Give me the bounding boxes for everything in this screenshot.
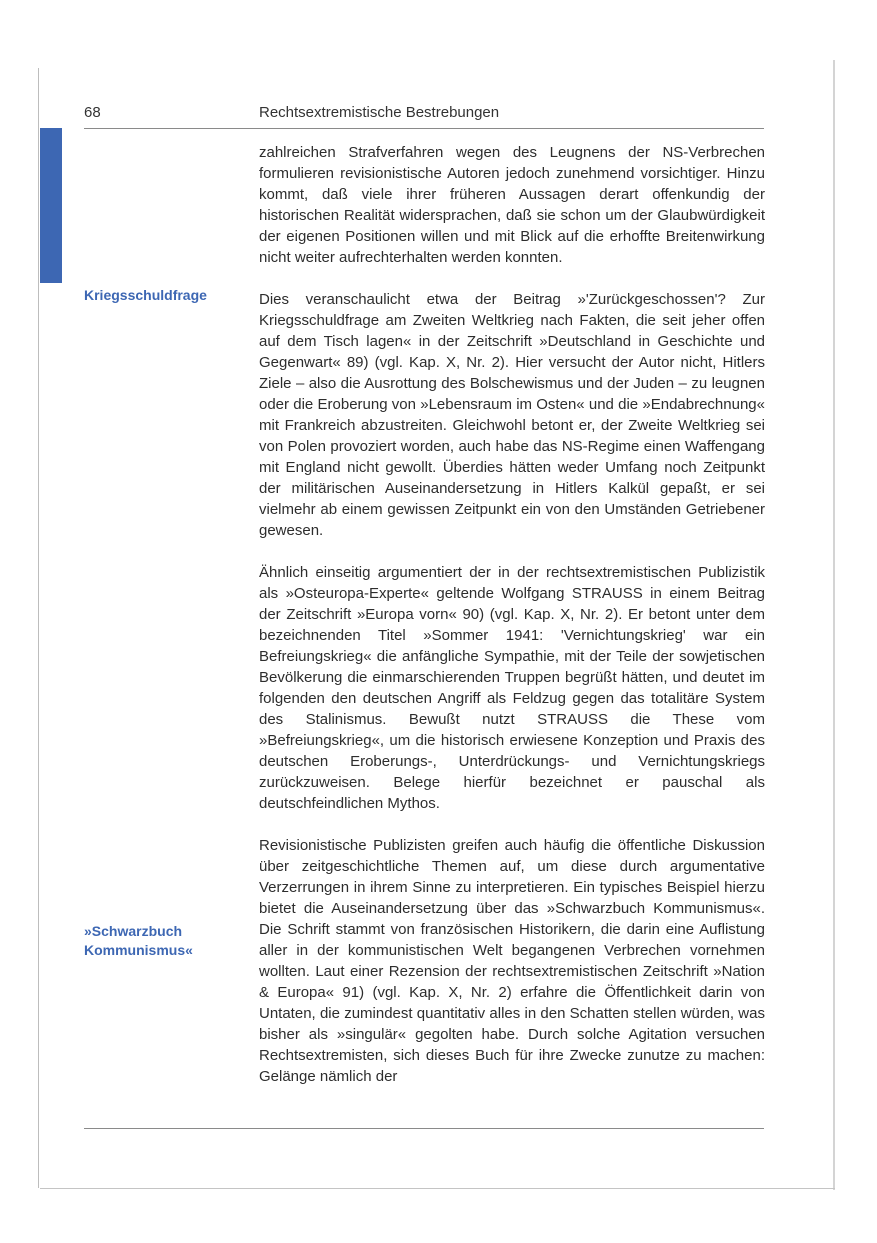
page-edge-bottom (40, 1188, 835, 1189)
paragraph-2: Dies veranschaulicht etwa der Beitrag »'Zurückgeschossen'? Zur Kriegsschuldfrage am Zweiten Weltkrieg nach Fakten, die seit jeher offen auf dem Tisch lagen« in der Zeitschrift »Deutschland in Geschichte und Gegenwart« 89) (vgl. Kap. X, Nr. 2). Hier versucht der Autor nicht, Hitlers Ziele – also die Ausrottung des Bolschewismus und der Juden – zu leugnen oder die Eroberung von »Lebensraum im Osten« und die »Endabrechnung« mit Frankreich abzustreiten. Gleichwohl betont er, der Zweite Weltkrieg sei von Polen provoziert worden, auch habe das NS-Regime einen Waffengang mit England nicht gewollt. Überdies hätten weder Umfang noch Zeitpunkt der militärischen Auseinandersetzung in Hitlers Kalkül gepaßt, er sei vielmehr ab einem gewissen Zeitpunkt ein von den Umständen Getriebener gewesen. (259, 291, 765, 539)
paragraph-1: zahlreichen Strafverfahren wegen des Leugnens der NS-Verbrechen formulieren revisionistische Autoren jedoch zunehmend vorsichtiger. Hinzu kommt, daß viele ihrer früheren Aussagen derart offenkundig der historischen Realität widersprachen, daß sie schon um der Glaubwürdigkeit der eigenen Positionen willen und mit Blick auf die erhoffte Breitenwirkung nicht weiter aufrechterhalten werden konnten. (259, 144, 765, 266)
margin-note-schwarzbuch-line2: Kommunismus« (84, 942, 193, 958)
body-text (259, 142, 765, 1108)
paragraph-3: Ähnlich einseitig argumentiert der in der rechtsextremistischen Publizistik als »Osteuropa-Experte« geltende Wolfgang STRAUSS in einem Beitrag der Zeitschrift »Europa vorn« 90) (vgl. Kap. X, Nr. 2). Er betont unter dem bezeichnenden Titel »Sommer 1941: 'Vernichtungskrieg' war ein Befreiungskrieg« die anfängliche Sympathie, mit der Teile der sowjetischen Bevölkerung die einmarschierenden Truppen begrüßt hätten, und deutet im folgenden den deutschen Angriff als Feldzug gegen das totalitäre System des Stalinismus. Bewußt nutzt STRAUSS die These vom »Befreiungskrieg«, um die historisch erwiesene Konzeption und Praxis des deutschen Eroberungs-, Unterdrückungs- und Vernichtungskriegs zurückzuweisen. Belege hierfür bezeichnet er pauschal als deutschfeindlichen Mythos. (259, 564, 765, 812)
margin-note-schwarzbuch (84, 922, 193, 960)
page-header (84, 102, 764, 129)
paragraph-4: Revisionistische Publizisten greifen auch häufig die öffentliche Diskussion über zeitgeschichtliche Themen auf, um diese durch argumentative Verzerrungen in ihrem Sinne zu interpretieren. Ein typisches Beispiel hierzu bietet die Auseinandersetzung über das »Schwarzbuch Kommunismus«. Die Schrift stammt von französischen Historikern, die darin eine Auflistung aller in der kommunistischen Welt begangenen Verbrechen vornehmen wollten. Laut einer Rezension der rechtsextremistischen Zeitschrift »Nation & Europa« 91) (vgl. Kap. X, Nr. 2) erfahre die Öffentlichkeit darin von Untaten, die zumindest quantitativ alles in den Schatten stellen würden, was bisher als »singulär« gegolten habe. Durch solche Agitation versuchen Rechtsextremisten, sich dieses Buch für ihre Zwecke zunutze zu machen: Gelänge nämlich der (259, 837, 765, 1085)
margin-note-kriegsschuldfrage: Kriegsschuldfrage (84, 287, 207, 303)
page-number: 68 (84, 104, 101, 121)
chapter-marker-bar (40, 128, 62, 283)
page-edge-right (833, 60, 835, 1190)
margin-note-schwarzbuch-line1: »Schwarzbuch (84, 923, 183, 939)
page-edge-left (38, 68, 39, 1188)
footer-rule (84, 1128, 764, 1129)
running-title: Rechtsextremistische Bestrebungen (259, 104, 500, 121)
